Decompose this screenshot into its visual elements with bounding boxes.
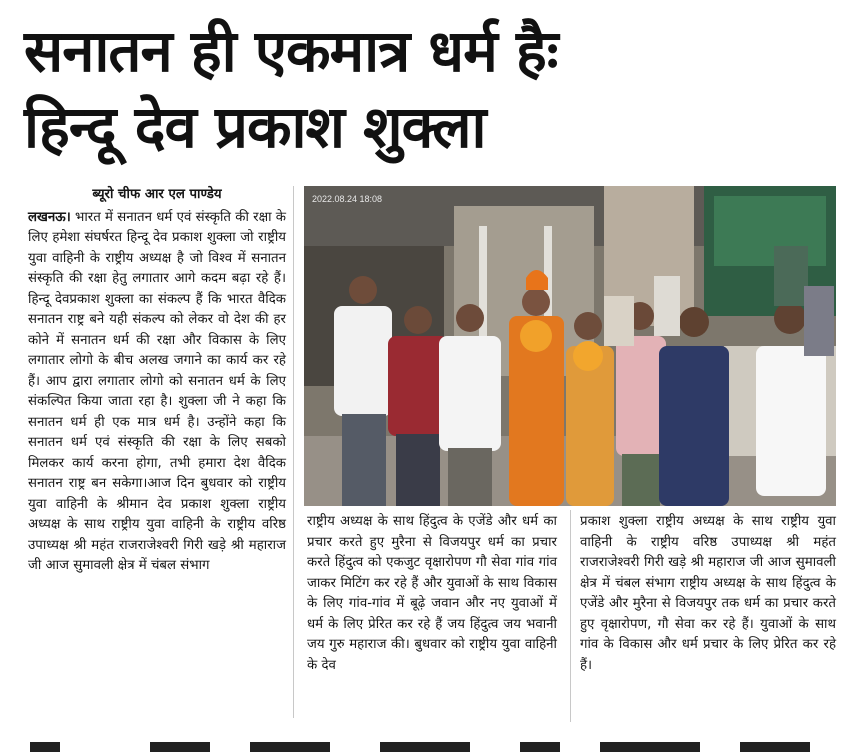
next-article-headline-fragment xyxy=(0,738,848,752)
article-column-1 xyxy=(28,185,286,577)
column-divider xyxy=(293,186,294,718)
dateline: लखनऊ। xyxy=(28,209,71,225)
article-paragraph-1 xyxy=(28,208,286,577)
news-photo-illustration xyxy=(304,186,836,506)
news-photo xyxy=(304,186,836,506)
headline-line-1: सनातन ही एकमात्र धर्म हैः xyxy=(24,17,558,85)
article-column-3: प्रकाश शुक्ला राष्ट्रीय अध्यक्ष के साथ राष्ट्रीय युवा वाहिनी के राष्ट्रीय वरिष्ठ उपाध्यक्ष श्री महंत राजराजेश्वरी गिरी खड़े श्री महाराज जी आज सुमावली क्षेत्र में चंबल संभाग राष्ट्रीय अध्यक्ष के साथ हिंदुत्व के एजेंडे और मुरैना से विजयपुर तक धर्म का प्रचार करते हुए वृक्षारोपण, गौ सेवा कर रहे हैं। युवाओं के साथ गांव के विकास और धर्म प्रचार के लिए प्रेरित कर रहे हैं। xyxy=(580,514,836,673)
column-divider-2 xyxy=(570,510,571,722)
headline-line-2: हिन्दू देव प्रकाश शुक्ला xyxy=(24,93,486,161)
article-column-2: राष्ट्रीय अध्यक्ष के साथ हिंदुत्व के एजेंडे और धर्म का प्रचार करते हुए मुरैना से विजयपुर धर्म का प्रचार करते हिंदुत्व को एकजुट वृक्षारोपण गौ सेवा गांव गांव जाकर मिटिंग कर रहे हैं और युवाओं के साथ विकास के लिए गांव-गांव में बूढ़े जवान और नए युवाओं में धर्म के लिए प्रेरित कर रहे हैं जय हिंदुत्व जय भवानी जय गुरु महाराज की। बुधवार को राष्ट्रीय युवा वाहिनी के देव xyxy=(307,514,557,673)
byline: ब्यूरो चीफ आर एल पाण्डेय xyxy=(92,187,222,202)
photo-timestamp: 2022.08.24 18:08 xyxy=(312,194,383,204)
column-1-text: भारत में सनातन धर्म एवं संस्कृति की रक्षा के लिए हमेशा संघर्षरत हिन्दू देव प्रकाश शुक्ला जो राष्ट्रीय युवा वाहिनी के राष्ट्रीय अध्यक्ष है जो विश्व में सनातन संस्कृति की रक्षा हेतु लगातार आगे कदम बढ़ा रहे हैं। हिन्दू देवप्रकाश शुक्ला का संकल्प हैं कि भारत वैदिक सनातन राष्ट्र बने यही संकल्प को लेकर वो देश की हर कोने में सनातन धर्म की रक्षा और विकास के लिए लगातार लोगो के बीच अलख जगाने का कार्य कर रहे हैं। आप द्वारा लगातार लोगो को सनातन धर्म के लिए संकल्पित किया जाता रहा है। शुक्ला जी ने कहा कि सनातन धर्म ही एक मात्र धर्म है। उन्होंने कहा कि सनातन धर्म एवं संस्कृति की रक्षा के लिए सबको मिलकर कार्य करना होगा, तभी हमारा देश वैदिक सनातन राष्ट्र बन सकेगा।आज दिन बुधवार को राष्ट्रीय युवा वाहिनी के श्रीमान देव प्रकाश शुक्ला राष्ट्रीय अध्यक्ष के साथ राष्ट्रीय युवा वाहिनी के राष्ट्रीय वरिष्ठ उपाध्यक्ष श्री महंत राजराजेश्वरी गिरी खड़े श्री महाराज जी आज सुमावली क्षेत्र में चंबल संभाग xyxy=(28,209,286,573)
